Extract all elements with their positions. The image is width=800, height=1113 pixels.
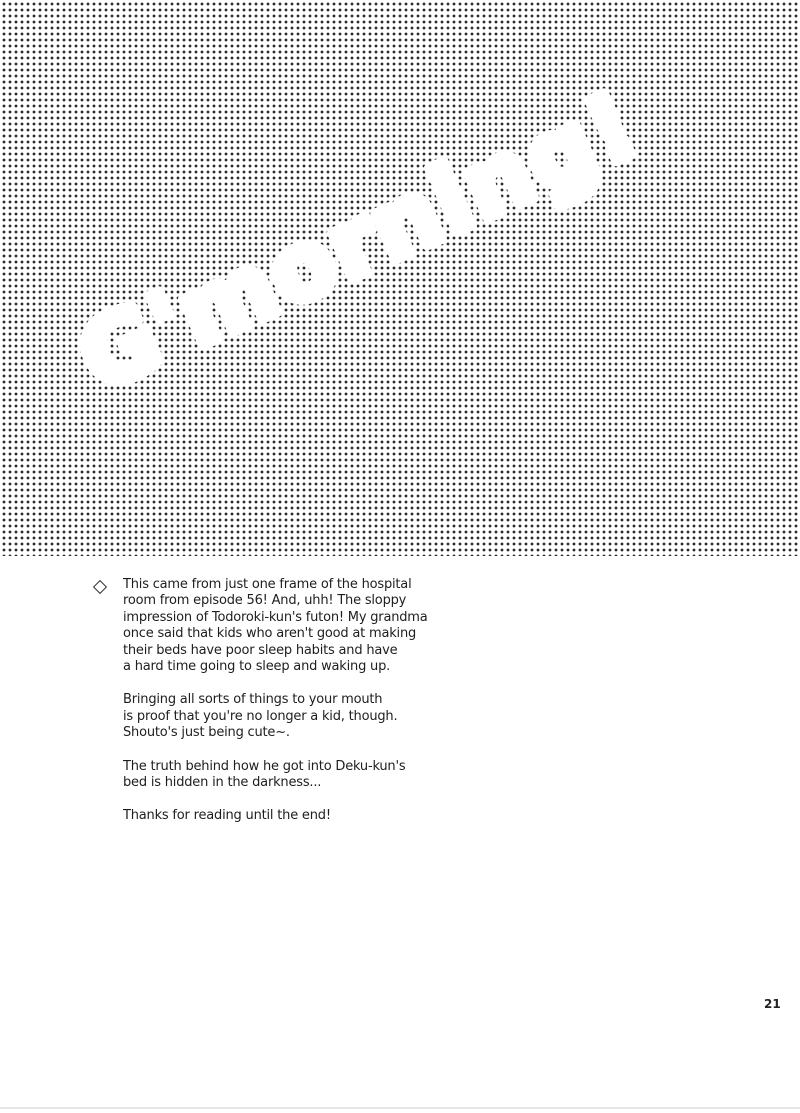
afterword-notes	[92, 577, 452, 842]
afterword-paragraph-2: Bringing all sorts of things to your mouth is proof that you're no longer a kid, though. Shouto's just being cute~.	[123, 692, 398, 741]
page-bottom-rule	[0, 1107, 800, 1109]
afterword-paragraph-3: The truth behind how he got into Deku-kun's bed is hidden in the darkness...	[123, 758, 406, 791]
page-number: 21	[764, 997, 781, 1011]
headline-title: G'morning!	[63, 70, 654, 413]
afterword-paragraph-4: Thanks for reading until the end!	[123, 808, 331, 824]
afterword-paragraph-1: This came from just one frame of the hospital room from episode 56! And, uhh! The sloppy impression of Todoroki-kun's futon! My grandma once said that kids who aren't good at making their beds have poor sleep habits and have a hard time going to sleep and waking up.	[123, 577, 428, 675]
headline-art	[0, 0, 800, 556]
diamond-icon	[93, 580, 107, 594]
